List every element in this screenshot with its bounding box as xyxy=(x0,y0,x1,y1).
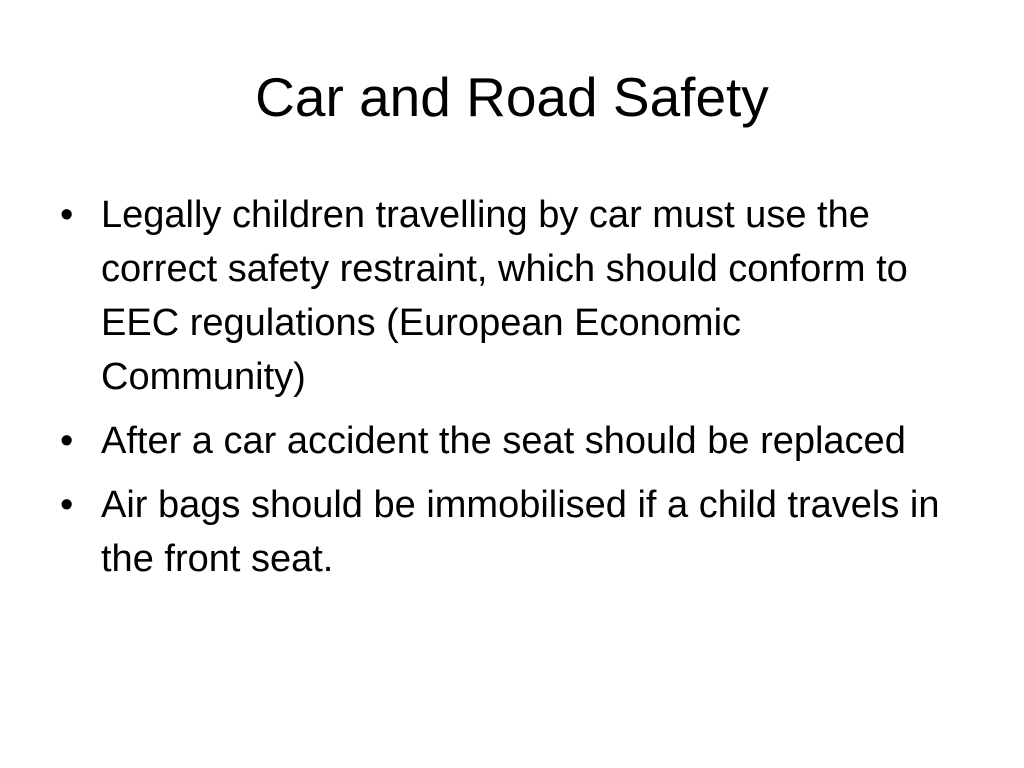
bullet-item-3 xyxy=(56,478,956,586)
bullet-icon: • xyxy=(60,484,74,526)
bullet-text-2: After a car accident the seat should be replaced xyxy=(101,420,906,462)
bullet-text-1: Legally children travelling by car must use the correct safety restraint, which should conform to EEC regulations (European Economic Community) xyxy=(101,194,908,398)
bullet-icon: • xyxy=(60,194,74,236)
slide-title: Car and Road Safety xyxy=(255,66,769,128)
bullet-item-1 xyxy=(56,188,956,404)
bullet-icon: • xyxy=(60,420,74,462)
bullet-text-3: Air bags should be immobilised if a child travels in the front seat. xyxy=(101,484,940,580)
bullet-item-2 xyxy=(56,414,956,468)
bullet-list xyxy=(56,188,956,596)
